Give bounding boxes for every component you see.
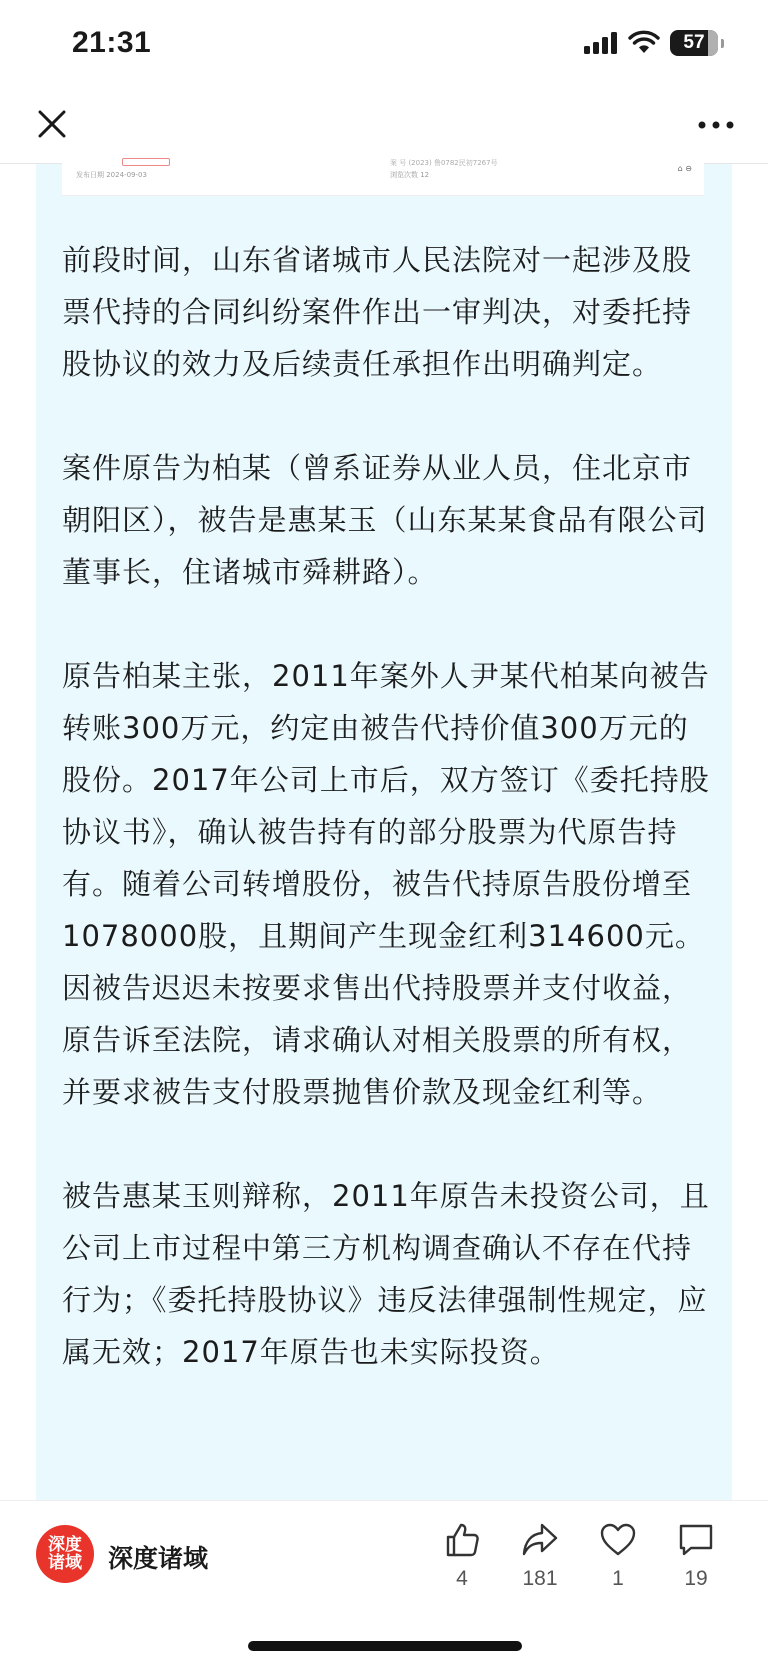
status-icons (584, 30, 718, 56)
article-paragraph: 前段时间，山东省诸城市人民法院对一起涉及股票代持的合同纠纷案件作出一审判决，对委托持股协议的效力及后续责任承担作出明确判定。 (62, 243, 693, 381)
thumbnail-tools-icon: ⌂ ⊖ (677, 164, 692, 173)
thumbnail-views: 浏览次数 12 (390, 171, 430, 179)
article-paragraph: 被告惠某玉则辩称，2011年原告未投资公司，且公司上市过程中第三方机构调查确认不存在代持行为；《委托持股协议》违反法律强制性规定，应属无效；2017年原告也未实际投资。 (62, 1179, 710, 1369)
heart-icon (599, 1521, 637, 1559)
home-indicator[interactable] (248, 1641, 522, 1651)
comment-count: 19 (684, 1567, 708, 1590)
close-icon[interactable] (32, 104, 72, 144)
more-options-icon[interactable] (694, 110, 738, 140)
share-button[interactable] (510, 1521, 570, 1591)
article-content (36, 159, 732, 1500)
avatar[interactable] (36, 1525, 94, 1583)
signal-icon (584, 32, 618, 54)
thumbnail-case-number: 案 号 (2023) 鲁0782民初7267号 (390, 159, 498, 167)
favorite-button[interactable] (588, 1521, 648, 1591)
document-thumbnail[interactable] (62, 156, 704, 196)
comment-button[interactable] (666, 1521, 726, 1591)
avatar-text-bottom: 诸域 (48, 1553, 82, 1573)
article-paragraph: 原告柏某主张，2011年案外人尹某代柏某向被告转账300万元，约定由被告代持价值300万元的股份。2017年公司上市后，双方签订《委托持股协议书》，确认被告持有的部分股票为代原告持有。随着公司转增股份，被告代持原告股份增至1078000股，且期间产生现金红利314600元。因被告迟迟未按要求售出代持股票并支付收益，原告诉至法院，请求确认对相关股票的所有权，并要求被告支付股票抛售价款及现金红利等。 (62, 659, 710, 1109)
article-body (62, 234, 710, 1430)
share-count: 181 (522, 1567, 558, 1590)
status-time: 21:31 (72, 26, 152, 59)
thumbnail-date: 发布日期 2024-09-03 (76, 171, 147, 179)
battery-icon (670, 30, 718, 56)
avatar-text-top: 深度 (48, 1535, 82, 1555)
battery-level: 57 (683, 32, 705, 53)
stamp-mark (122, 158, 170, 166)
like-button[interactable] (432, 1521, 492, 1591)
bottom-action-bar (0, 1500, 768, 1662)
comment-icon (677, 1521, 715, 1559)
status-bar (0, 0, 768, 90)
article-paragraph: 案件原告为柏某（曾系证券从业人员，住北京市朝阳区），被告是惠某玉（山东某某食品有限公司董事长，住诸城市舜耕路）。 (62, 451, 708, 589)
wifi-icon (628, 31, 660, 55)
account-name[interactable]: 深度诸域 (108, 1544, 209, 1573)
favorite-count: 1 (612, 1567, 624, 1590)
share-icon (521, 1521, 559, 1559)
like-count: 4 (456, 1567, 468, 1590)
nav-bar (0, 90, 768, 164)
thumbs-up-icon (443, 1521, 481, 1559)
